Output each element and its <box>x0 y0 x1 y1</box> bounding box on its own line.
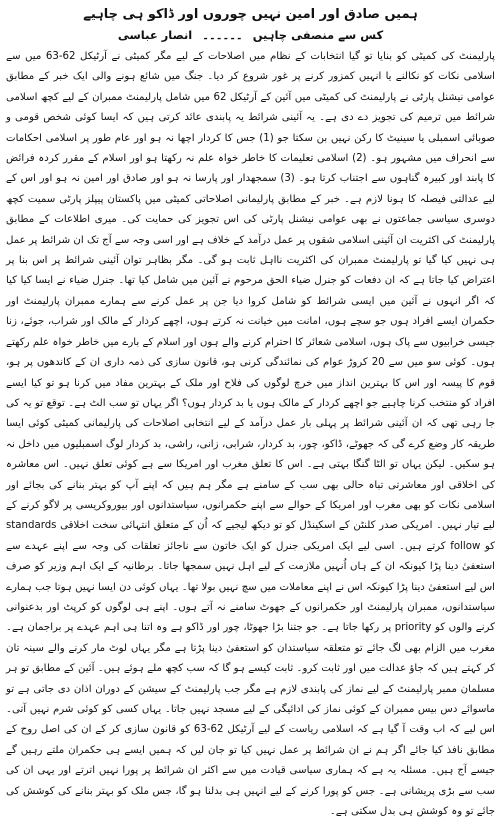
body-paragraph: اس معاشرہ کی اخلاقی اور معاشرتی تباہ حالی بھی سب کے سامنے ہے مگر ہم ہیں کہ اپنے آپ کو بہتر بنانے کی بجائے اور اسلامی نکات کو بھی مغرب اور امریکا کے حوالے سے اپنے حکمرانوں، سیاستدانوں اور بیوروکریسی پر لاگو کرنے کے لیے تیار نہیں۔ امریکی صدر کلنٹن کے اسکینڈل کو تو دیکھ لیجیے کہ اُن کے متعلق انتہائی سخت اخلاقی standards کو follow کرتے ہیں۔ اسی لیے ایک امریکی جنرل کو ایک خاتون سے ناجائز تعلقات کی وجہ سے اپنے عہدے سے استعفیٰ دینا پڑا کیونکہ ان کے ہاں اُنہیں ملازمت کے لیے اہل نہیں سمجھا جاتا۔ برطانیہ کے ایک اہم وزیر کو صرف اس لیے استعفیٰ دینا پڑا کیونکہ اس نے اپنے معاملات میں سچ نہیں بولا تھا۔ <box>6 459 495 593</box>
body-paragraph: یہاں کوئی دن ایسا نہیں ہوتا جب ہمارے سیاستدانوں، ممبران پارلیمنٹ اور حکمرانوں کے جھوٹ سامنے نہ آتے ہوں۔ اپنے ہی لوگوں کو کرپٹ اور بدعنوانی کرنے والوں کو priority پر رکھا جاتا ہے۔ جو جتنا بڑا جھوٹا، چور اور ڈاکو ہے وہ اتنا ہی اہم عہدے پر براجمان ہے۔ مغرب میں الزام بھی لگ جائے تو متعلقہ سیاستدان کو استعفیٰ دینا پڑتا ہے مگر یہاں لوٹ مار کرنے والے سینہ تان کر کہتے ہیں کہ جاؤ عدالت میں اور ثابت کرو۔ <box>6 581 495 675</box>
body-paragraph: کوئی سو میں سے 20 کروڑ عوام کی نمائندگی کرنی ہو، قانون سازی کی ذمہ داری ان کے کاندھوں پر ہو، قوم کا پیسہ اور اس کا بہترین انداز میں خرچ لوگوں کی فلاح اور ملک کے بہترین مفاد میں کرنا ہو تو کیا ایسے افراد کو منتخب کرنا چاہیے جو اچھے کردار کے مالک ہوں یا بد کردار ہوں؟ اگر یہاں تو سب الٹ ہے۔ توقع تو یہ کی جا رہی تھی کہ ان آئینی شرائط پر پہلی بار عمل درآمد کے لیے انتخابی اصلاحات کی پارلیمانی کمیٹی کوئی ایسا طریقہ کار وضع کرے گی کہ جھوٹے، ڈاکو، چور، بد کردار، شرابی، زانی، راشی، بد کردار لوگ اسمبلیوں میں داخل نہ ہو سکیں۔ لیکن یہاں تو الٹا گنگا بہتی ہے۔ اس کا تعلق مغرب اور امریکا سے ہے کوئی تعلق نہیں۔ <box>6 357 496 471</box>
body-paragraph: خبر کے مطابق پارلیمانی اصلاحاتی کمیٹی میں پاکستان پیپلز پارٹی سمیت کچھ دوسری سیاسی جماعتوں نے بھی عوامی نیشنل پارٹی کی اس تجویز کی حمایت کی۔ میری اطلاعات کے مطابق پارلیمنٹ کی اکثریت ان آئینی اسلامی شقوں پر عمل درآمد کے خلاف ہے اور اسی وجہ سے آج تک ان شرائط پر عمل ہی نہیں کیا گیا تو پارلیمنٹ ممبران کی اکثریت نااہل ثابت ہو گی۔ مگر بظاہر توان آئینی شرائط پر اس بنا پر اعتراض کیا جاتا ہے کہ ان دفعات کو جنرل ضیاء الحق مرحوم نے آئین میں شامل کیا تھا۔ جنرل ضیاء نے ایسا کیا کیا کہ اگر انہوں نے آئین میں ایسی شرائط کو شامل کروا دیا جن پر عمل کرنے سے ہمارے ممبران پارلیمنٹ اور حکمران ایسے افراد ہوں جو سچے ہوں، امانت میں خیانت نہ کرتے ہوں، اچھے کردار کے مالک اور شراب، جوئے، زنا جیسی خرابیوں سے پاک ہوں، اسلامی شعائر کا احترام کرنے والے ہوں اور اسلام کے بارے میں خاطر خواہ علم رکھتے ہوں۔ <box>6 193 496 369</box>
byline-separator: ۔۔۔۔۔۔ <box>202 28 243 42</box>
body-paragraph: پارلیمنٹ کی کمیٹی کو بنایا تو گیا انتخابات کے نظام میں اصلاحات کے لیے مگر کمیٹی نے آرٹیکل 62-63 میں سے اسلامی نکات کو نکالنے یا انہیں کمزور کرنے پر غور شروع کر دیا۔ جنگ میں شائع ہونے والی ایک خبر کے مطابق عوامی نیشنل پارٹی نے پارلیمنٹ کی کمیٹی میں آئین کے آرٹیکل 62 میں شامل پارلیمنٹ ممبران کے لیے کچھ اسلامی شرائط میں ترمیم کی تجویز دے دی ہے۔ یہ آئینی شرائط یہ پابندی عائد کرتی ہیں کہ ایسا کوئی شخص قومی و صوبائی اسمبلی یا سینیٹ کا رکن نہیں بن سکتا جو (1) جس کا کردار اچھا نہ ہو اور عام طور پر اسلامی احکامات سے انحراف میں مشہور ہو۔ (2) اسلامی تعلیمات کا خاطر خواہ علم نہ رکھتا ہو اور اسلام کے مقرر کردہ فرائض کا پابند اور کبیرہ گناہوں سے اجتناب کرتا ہو۔ (3) سمجھدار اور پارسا نہ ہو اور صادق اور امین نہ ہو اور اس کے لیے عدالتی فیصلہ کا ہونا لازم ہے۔ <box>6 51 496 205</box>
column-body <box>6 47 495 822</box>
column-title: ہمیں صادق اور امین نہیں چوروں اور ڈاکو ہی چاہیے <box>83 7 418 22</box>
body-paragraph: ثابت کیسے ہو گا کہ سب کچھ ملے ہوئے ہیں۔ آئین کے مطابق تو ہر مسلمان ممبر پارلیمنٹ کے لیے نماز کی پابندی لازم ہے مگر جب پارلیمنٹ کے سیشن کے دوران اذان دی جاتی ہے تو ماسوائے دس بیس ممبران کے کوئی نماز کی ادائیگی کے لیے مسجد نہیں جاتا۔ یہاں کسی کو کوئی شرم نہیں آتی۔ اس لیے کہ اب وقت آ گیا ہے کہ اسلامی ریاست کے لیے آرٹیکل 62-63 کو قانون سازی کر کے ان کی اصل روح کے مطابق نافذ کیا جائے اگر ہم نے ان شرائط پر عمل نہیں کیا تو جان لیں کہ ہمیں ایسے ہی حکمران ملتے رہیں گے جیسے آج ہیں۔ مسئلہ یہ ہے کہ ہماری سیاسی قیادت میں سے اکثر ان شرائط پر پورا نہیں اترتے اور یہی ان کی سب سے بڑی پریشانی ہے۔ جس کو پورا کرنے کے لیے انہیں ہی بدلنا ہو گا، جس ملک کو بہتر بنانے کی کوشش کی جائے تو وہ کوشش ہی بدل سکتی ہے۔ <box>6 663 495 818</box>
author-name: انصار عباسی <box>117 28 193 42</box>
column-byline <box>6 27 495 43</box>
column-subtitle: کس سے منصفی چاہیں <box>252 28 384 42</box>
